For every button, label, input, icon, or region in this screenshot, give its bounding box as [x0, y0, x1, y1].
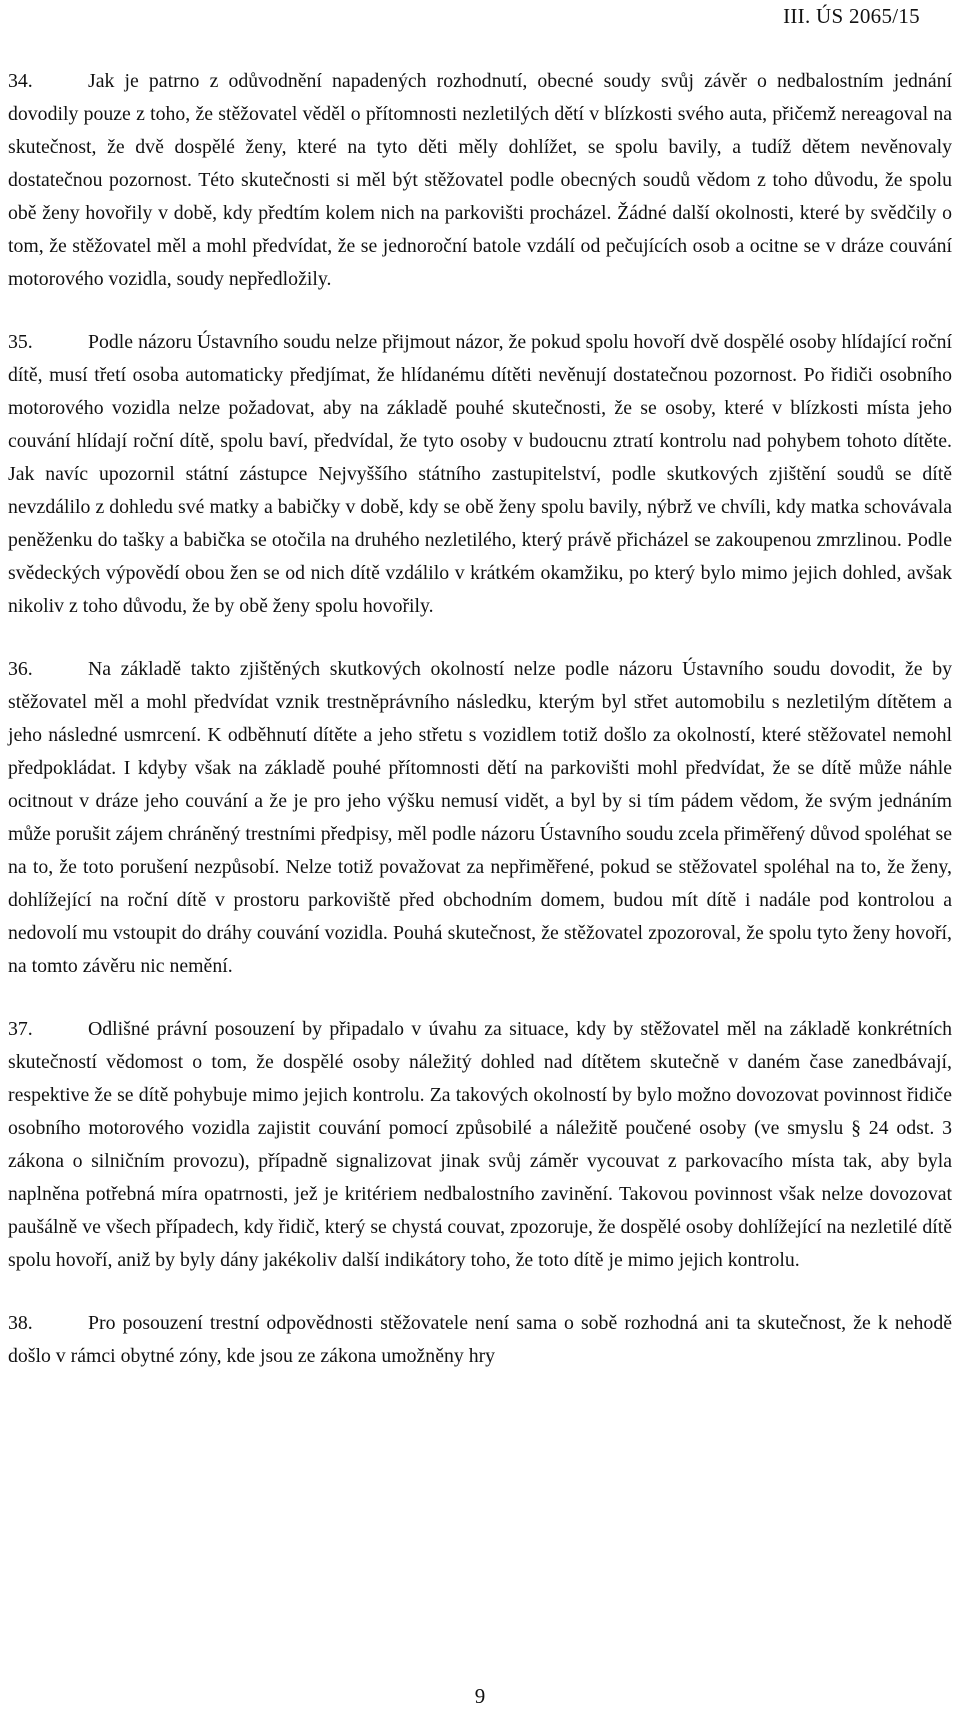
- paragraph-number: 38.: [8, 1312, 33, 1334]
- paragraph-37: [8, 1013, 952, 1277]
- case-number-header: III. ÚS 2065/15: [783, 4, 920, 28]
- paragraph-text: Pro posouzení trestní odpovědnosti stěžovatele není sama o sobě rozhodná ani ta skutečnost, že k nehodě došlo v rámci obytné zóny, kde jsou ze zákona umožněny hry: [8, 1312, 952, 1367]
- paragraph-text: Odlišné právní posouzení by připadalo v úvahu za situace, kdy by stěžovatel měl na základě konkrétních skutečností vědomost o tom, že dospělé osoby náležitý dohled nad dítětem skutečně v daném čase zanedbávají, respektive že se dítě pohybuje mimo jejich kontrolu. Za takových okolností by bylo možno dovozovat povinnost řidiče osobního motorového vozidla zajistit couvání pomocí způsobilé a náležitě poučené osoby (ve smyslu § 24 odst. 3 zákona o silničním provozu), případně signalizovat jinak svůj záměr vycouvat z parkovacího místa tak, aby byla naplněna potřebná míra opatrnosti, jež je kritériem nedbalostního zavinění. Takovou povinnost však nelze dovozovat paušálně ve všech případech, kdy řidič, který se chystá couvat, zpozoruje, že dospělé osoby dohlížející na nezletilé dítě spolu hovoří, aniž by byly dány jakékoliv další indikátory toho, že toto dítě je mimo jejich kontrolu.: [8, 1018, 952, 1271]
- paragraph-text: Na základě takto zjištěných skutkových okolností nelze podle názoru Ústavního soudu dovodit, že by stěžovatel měl a mohl předvídat vznik trestněprávního následku, kterým byl střet automobilu s nezletilým dítětem a jeho následné usmrcení. K odběhnutí dítěte a jeho střetu s vozidlem totiž došlo za okolností, které stěžovatel nemohl předpokládat. I kdyby však na základě pouhé přítomnosti dětí na parkovišti mohl předvídat, že se dítě může náhle ocitnout v dráze jeho couvání a že je pro jeho výšku nemusí vidět, a byl by si tím pádem vědom, že svým jednáním může porušit zájem chráněný trestními předpisy, měl podle názoru Ústavního soudu zcela přiměřený důvod spoléhat se na to, že toto porušení nezpůsobí. Nelze totiž považovat za nepřiměřené, pokud se stěžovatel spoléhal na to, že ženy, dohlížející na roční dítě v prostoru parkoviště před obchodním domem, budou mít dítě i nadále pod kontrolou a nedovolí mu vstoupit do dráhy couvání vozidla. Pouhá skutečnost, že stěžovatel zpozoroval, že spolu tyto ženy hovoří, na tomto závěru nic nemění.: [8, 658, 952, 977]
- paragraph-number: 34.: [8, 70, 33, 92]
- paragraph-text: Podle názoru Ústavního soudu nelze přijmout názor, že pokud spolu hovoří dvě dospělé osoby hlídající roční dítě, musí třetí osoba automaticky předjímat, že hlídanému dítěti nevěnují dostatečnou pozornost. Po řidiči osobního motorového vozidla nelze požadovat, aby na základě pouhé skutečnosti, že se osoby, které v blízkosti místa jeho couvání hlídají roční dítě, spolu baví, předvídal, že tyto osoby v budoucnu ztratí kontrolu nad pohybem tohoto dítěte. Jak navíc upozornil státní zástupce Nejvyššího státního zastupitelství, podle skutkových zjištění soudů se dítě nevzdálilo z dohledu své matky a babičky v době, kdy se obě ženy spolu bavily, nýbrž ve chvíli, kdy matka schovávala peněženku do tašky a babička se otočila na druhého nezletilého, který právě přicházel se zakoupenou zmrzlinou. Podle svědeckých výpovědí obou žen se od nich dítě vzdálilo v krátkém okamžiku, po který bylo mimo jejich dohled, avšak nikoliv z toho důvodu, že by obě ženy spolu hovořily.: [8, 331, 952, 617]
- paragraph-text: Jak je patrno z odůvodnění napadených rozhodnutí, obecné soudy svůj závěr o nedbalostním jednání dovodily pouze z toho, že stěžovatel věděl o přítomnosti nezletilých dětí v blízkosti svého auta, přičemž nereagoval na skutečnost, že dvě dospělé ženy, které na tyto děti měly dohlížet, se spolu bavily, a tudíž dětem nevěnovaly dostatečnou pozornost. Této skutečnosti si měl být stěžovatel podle obecných soudů vědom z toho důvodu, že spolu obě ženy hovořily v době, kdy předtím kolem nich na parkovišti procházel. Žádné další okolnosti, které by svědčily o tom, že stěžovatel měl a mohl předvídat, že se jednoroční batole vzdálí od pečujících osob a ocitne se v dráze couvání motorového vozidla, soudy nepředložily.: [8, 70, 952, 290]
- paragraph-34: [8, 65, 952, 296]
- paragraph-number: 37.: [8, 1018, 33, 1040]
- paragraph-number: 35.: [8, 331, 33, 353]
- page-number: 9: [474, 1684, 486, 1708]
- paragraph-35: [8, 326, 952, 623]
- paragraph-number: 36.: [8, 658, 33, 680]
- paragraph-36: [8, 653, 952, 983]
- paragraph-38: [8, 1307, 952, 1373]
- document-body: [8, 65, 952, 1403]
